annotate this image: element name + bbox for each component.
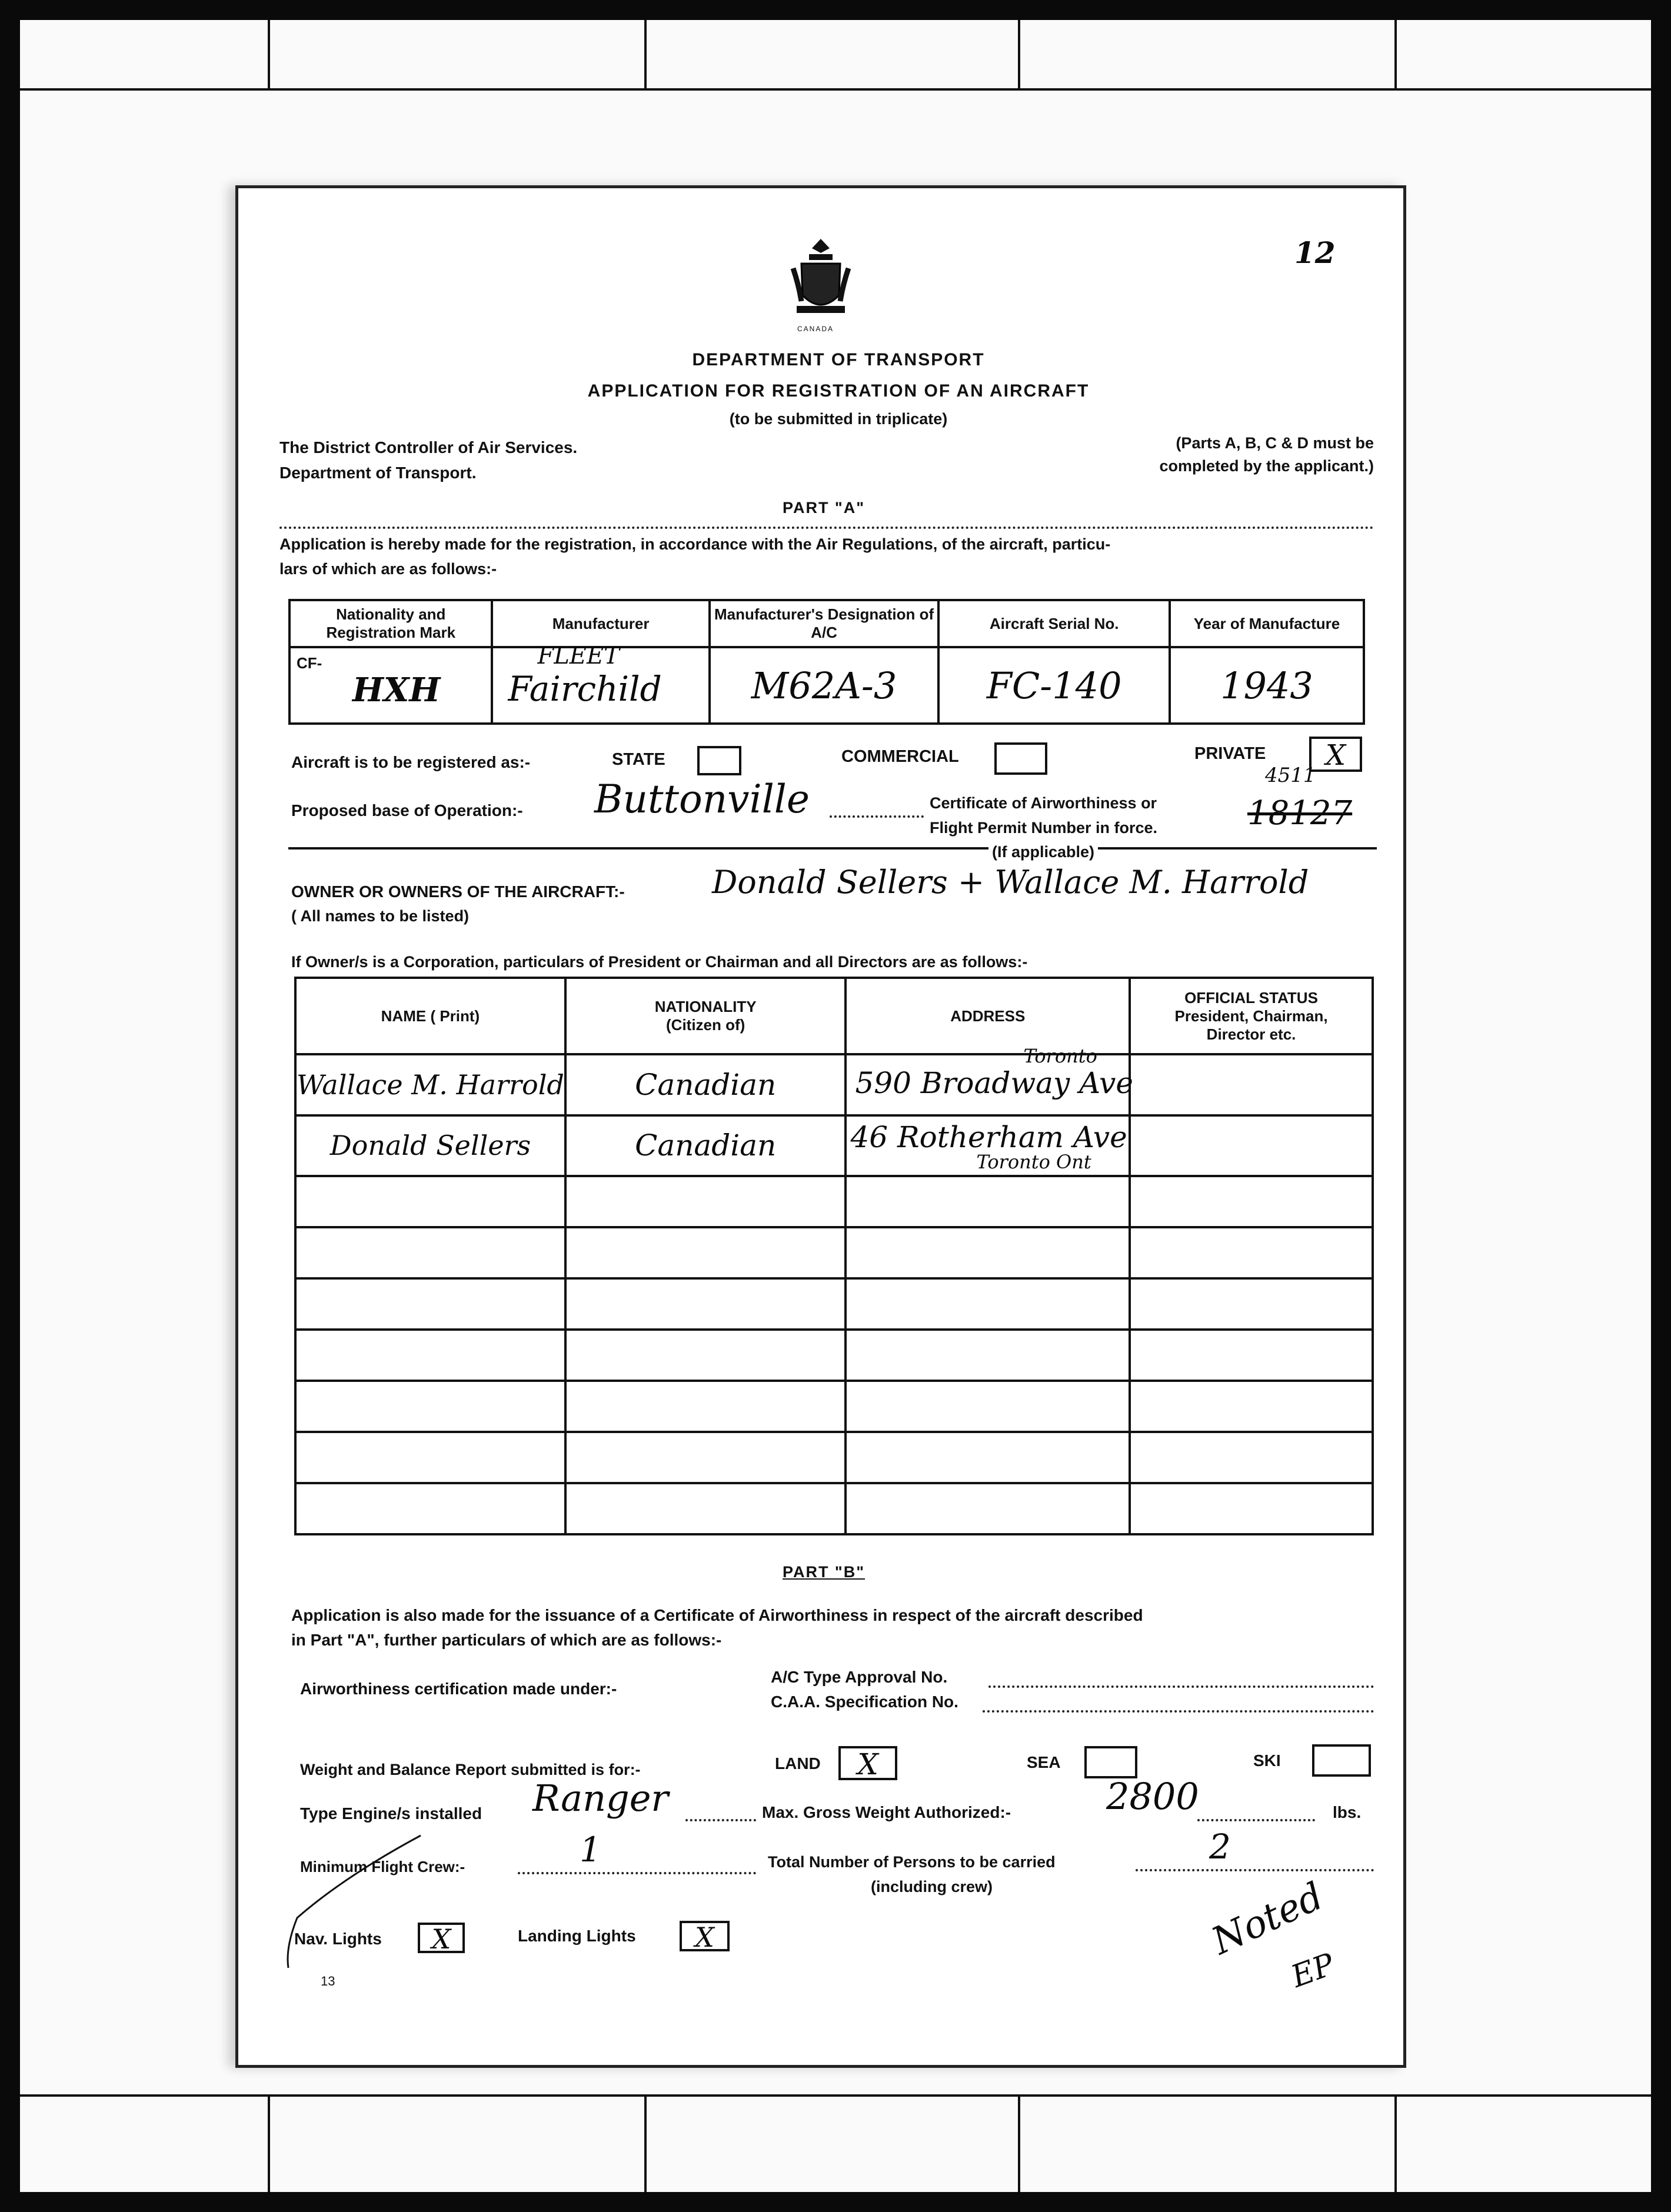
state-label: STATE	[612, 750, 665, 769]
form-subtitle: (to be submitted in triplicate)	[729, 410, 948, 428]
weight-balance-label: Weight and Balance Report submitted is for:-	[300, 1761, 641, 1778]
commercial-checkbox[interactable]	[994, 742, 1047, 775]
dir-header-nationality	[565, 978, 846, 1054]
film-strip-divider	[1018, 20, 1020, 89]
base-dotted-line	[830, 815, 924, 818]
ski-checkbox[interactable]	[1312, 1744, 1371, 1777]
margin-initials-2: EP	[1286, 1947, 1340, 1995]
nationality-prefix: CF-	[297, 654, 322, 672]
nav-lights-checkbox[interactable]: X	[418, 1923, 465, 1953]
part-b-intro-line1: Application is also made for the issuance of a Certificate of Airworthiness in respect of the aircraft described	[291, 1606, 1143, 1624]
table-row	[295, 1483, 1373, 1534]
director-address: 590 Broadway Ave	[855, 1066, 1134, 1101]
table-row	[295, 1432, 1373, 1483]
caa-spec-label: C.A.A. Specification No.	[771, 1693, 958, 1711]
base-value: Buttonville	[594, 777, 810, 822]
base-label: Proposed base of Operation:-	[291, 801, 523, 819]
film-strip-divider	[1018, 2096, 1020, 2192]
private-checkbox[interactable]: X	[1309, 737, 1362, 772]
part-a-intro-line2: lars of which are as follows:-	[279, 560, 497, 578]
director-nationality: Canadian	[565, 1115, 846, 1176]
dir-header-name: NAME ( Print)	[295, 978, 565, 1054]
base-rule	[288, 847, 1377, 850]
owners-label: OWNER OR OWNERS OF THE AIRCRAFT:-	[291, 882, 625, 901]
parts-note-line1: (Parts A, B, C & D must be	[1176, 434, 1374, 452]
director-address: 46 Rotherham Ave	[850, 1120, 1127, 1154]
corner-note: 13	[321, 1974, 335, 1988]
table-row	[295, 1278, 1373, 1330]
owners-note: ( All names to be listed)	[291, 907, 470, 925]
cert-label-line2: Flight Permit Number in force.	[930, 819, 1158, 837]
gross-weight-label: Max. Gross Weight Authorized:-	[762, 1803, 1011, 1821]
addressee-line1: The District Controller of Air Services.	[279, 438, 578, 457]
film-strip-line	[20, 2094, 1651, 2097]
director-status	[1130, 1054, 1373, 1115]
table-row	[295, 1227, 1373, 1278]
sea-label: SEA	[1027, 1753, 1061, 1771]
private-label: PRIVATE	[1194, 744, 1266, 763]
persons-dotted-line	[1136, 1869, 1374, 1871]
pencil-annotation-curve	[274, 1830, 427, 1971]
part-a-rule	[279, 527, 1374, 529]
dir-header-status-sub: President, Chairman,	[1174, 1007, 1328, 1025]
department-title: DEPARTMENT OF TRANSPORT	[692, 350, 985, 369]
dir-header-status-sub2: Director etc.	[1206, 1025, 1296, 1043]
part-a-heading: PART "A"	[782, 499, 866, 517]
director-name: Wallace M. Harrold	[295, 1054, 565, 1115]
director-status	[1130, 1115, 1373, 1176]
header-nationality: Nationality and Registration Mark	[289, 600, 492, 647]
crew-label: Minimum Flight Crew:-	[300, 1858, 465, 1875]
engine-value: Ranger	[532, 1777, 669, 1820]
landing-lights-checkbox[interactable]: X	[680, 1921, 730, 1951]
cert-under-label: Airworthiness certification made under:-	[300, 1680, 617, 1698]
state-checkbox[interactable]	[697, 746, 741, 775]
designation-value: M62A-3	[710, 647, 939, 724]
sea-checkbox[interactable]	[1084, 1746, 1137, 1778]
engine-dotted-line	[685, 1819, 756, 1821]
gross-weight-dotted-line	[1197, 1819, 1315, 1821]
registration-mark: HXH	[352, 671, 441, 709]
type-approval-label: A/C Type Approval No.	[771, 1668, 948, 1686]
persons-label: Total Number of Persons to be carried	[768, 1853, 1056, 1871]
engine-label: Type Engine/s installed	[300, 1804, 482, 1823]
cert-label-line1: Certificate of Airworthiness or	[930, 794, 1157, 812]
director-nationality: Canadian	[565, 1054, 846, 1115]
dir-header-status-title: OFFICIAL STATUS	[1184, 988, 1318, 1007]
header-year: Year of Manufacture	[1170, 600, 1364, 647]
persons-value: 2	[1209, 1827, 1231, 1867]
cell-registration	[289, 647, 492, 724]
crew-value: 1	[580, 1830, 601, 1870]
film-strip-divider	[1394, 2096, 1397, 2192]
cert-applicable-note: (If applicable)	[988, 843, 1098, 861]
aircraft-particulars-table	[288, 599, 1365, 725]
ski-label: SKI	[1253, 1751, 1281, 1770]
emblem-caption: CANADA	[797, 325, 834, 333]
canada-coat-of-arms-icon	[788, 236, 853, 325]
owners-value: Donald Sellers + Wallace M. Harrold	[712, 864, 1309, 901]
header-designation: Manufacturer's Designation of A/C	[710, 600, 939, 647]
nav-lights-label: Nav. Lights	[294, 1930, 382, 1948]
margin-initials: Noted	[1205, 1874, 1330, 1964]
commercial-label: COMMERCIAL	[841, 747, 959, 766]
dir-header-nationality-sub: (Citizen of)	[666, 1016, 745, 1034]
year-value: 1943	[1170, 647, 1364, 724]
table-row	[295, 1115, 1373, 1176]
registered-as-label: Aircraft is to be registered as:-	[291, 753, 531, 771]
serial-value: FC-140	[938, 647, 1170, 724]
director-address-note: Toronto	[1023, 1045, 1097, 1068]
director-address-cell	[846, 1045, 1134, 1115]
caa-spec-dotted-line[interactable]	[983, 1710, 1374, 1713]
director-name: Donald Sellers	[295, 1115, 565, 1176]
corporation-label: If Owner/s is a Corporation, particulars of President or Chairman and all Directors are as follows:-	[291, 953, 1028, 971]
dir-header-nationality-title: NATIONALITY	[654, 998, 757, 1016]
director-address-cell	[846, 1115, 1130, 1176]
part-a-intro-line1: Application is hereby made for the registration, in accordance with the Air Regulations, of the aircraft, particu-	[279, 535, 1111, 553]
header-manufacturer: Manufacturer	[492, 600, 709, 647]
form-title: APPLICATION FOR REGISTRATION OF AN AIRCRAFT	[587, 381, 1090, 401]
application-form	[235, 185, 1406, 2068]
directors-table	[294, 977, 1374, 1535]
manufacturer-correction: FLEET	[537, 642, 620, 669]
table-row	[295, 1176, 1373, 1227]
type-approval-dotted-line[interactable]	[988, 1685, 1374, 1688]
film-strip-divider	[644, 20, 647, 89]
persons-note: (including crew)	[871, 1878, 993, 1895]
part-b-heading: PART "B"	[782, 1563, 866, 1581]
land-checkbox[interactable]: X	[838, 1746, 897, 1780]
gross-weight-value: 2800	[1106, 1775, 1199, 1818]
header-serial: Aircraft Serial No.	[938, 600, 1170, 647]
film-strip-line	[20, 88, 1651, 91]
table-row	[295, 1054, 1373, 1115]
table-row	[295, 1381, 1373, 1432]
lbs-label: lbs.	[1333, 1803, 1362, 1821]
land-label: LAND	[775, 1754, 821, 1773]
stamp-number: 12	[1294, 235, 1336, 270]
film-strip-divider	[1394, 20, 1397, 89]
dir-header-status	[1130, 978, 1373, 1054]
film-strip-divider	[268, 2096, 270, 2192]
cert-value-corrected: 4511	[1265, 764, 1316, 787]
crew-dotted-line	[518, 1872, 756, 1874]
parts-note-line2: completed by the applicant.)	[1159, 457, 1374, 475]
cell-manufacturer	[492, 642, 709, 724]
manufacturer-value: Fairchild	[508, 669, 662, 709]
film-strip-divider	[644, 2096, 647, 2192]
addressee-line2: Department of Transport.	[279, 464, 477, 482]
table-row	[295, 1330, 1373, 1381]
film-strip-divider	[268, 20, 270, 89]
director-address-note: Toronto Ont	[976, 1150, 1091, 1173]
cert-value-struck: 18127	[1247, 794, 1353, 832]
part-b-intro-line2: in Part "A", further particulars of which are as follows:-	[291, 1631, 722, 1649]
landing-lights-label: Landing Lights	[518, 1927, 636, 1945]
dir-header-address: ADDRESS	[846, 978, 1130, 1054]
